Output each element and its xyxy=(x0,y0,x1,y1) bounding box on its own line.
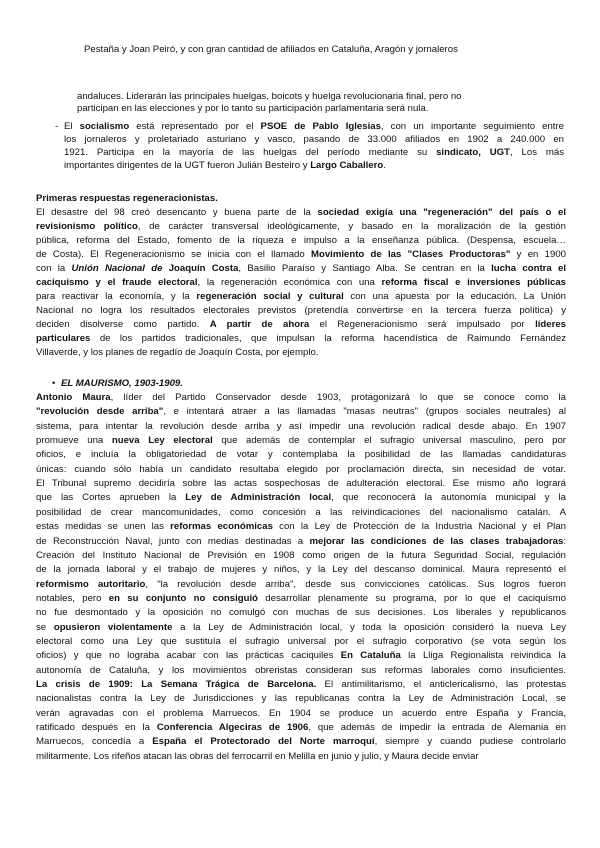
maurismo-line-segment: reformismo autoritario xyxy=(36,578,146,590)
maurismo-line-1 xyxy=(36,392,566,404)
socialismo-line-2: los jornaleros y proletariado asturiano y vasco, pasando de 33.000 afiliados en 1902 a 240.000 en xyxy=(64,134,564,145)
maurismo-line-segment: electoral como una Ley que sustituía el sufragio universal por el sufragio corporativo (se vota según los xyxy=(36,635,566,647)
socialismo-line-1: El socialismo está representado por el PSOE de Pablo Iglesias, con un importante seguimiento entre xyxy=(64,121,565,132)
maurismo-line-segment: opusieron violentamente xyxy=(53,621,173,633)
maurismo-line-segment: que las Cortes aprueben la xyxy=(36,492,186,504)
maurismo-line-segment: España el Protectorado del Norte marroquí xyxy=(152,736,375,748)
regen-line-9: deciden disolverse como partido. A partir de ahora el Regeneracionismo será impulsado por líderes xyxy=(36,319,566,330)
maurismo-line-segment: de Reconstrucción Naval, junto con medias destinadas a xyxy=(36,535,310,547)
maurismo-line-24 xyxy=(36,722,566,734)
maurismo-line-segment: posibilidad de crear mancomunidades, como concesión a las reivindicaciones del nacionalismo catalán. A xyxy=(36,506,566,518)
maurismo-line-segment: militarmente. Los rifeños atacan las obras del ferrocarril en Melilla en junio y julio, y Maura decide enviar xyxy=(36,750,479,762)
regen-line-6: caciquismo y el fraude electoral, la regeneración económica con una reforma fiscal e inversiones públicas xyxy=(36,277,566,288)
maurismo-line-segment: sistema, para intentar la revolución desde arriba y así impedir una revolución radical desde abajo. En 1907 xyxy=(36,420,566,432)
maurismo-line-segment: reformas económicas xyxy=(170,521,273,533)
maurismo-line-20 xyxy=(36,665,566,677)
maurismo-line-segment: oficios, e incluía la obligatoriedad de votar y contemplaba la posibilidad de las llamadas candidaturas xyxy=(36,449,566,461)
maurismo-line-segment: : xyxy=(563,535,566,547)
top-line: Pestaña y Joan Peiró, y con gran cantidad de afiliados en Cataluña, Aragón y jornaleros xyxy=(84,44,458,55)
maurismo-line-segment: nueva Ley electoral xyxy=(111,435,213,447)
maurismo-line-segment: verán agravadas con el problema Marruecos. En 1904 se produce un acuerdo entre España y Francia, xyxy=(36,707,566,719)
regen-line-5: con la Unión Nacional de Joaquín Costa, Basilio Paraíso y Santiago Alba. Se centran en la lucha contra el xyxy=(36,263,566,274)
regen-line-11: Villaverde, y los planes de regadío de Joaquín Costa, por ejemplo. xyxy=(36,347,319,358)
maurismo-line-segment: nacionalistas contra la Ley de Jurisdicciones y las republicanas contra la Ley de Administración Local, se xyxy=(36,693,566,705)
maurismo-line-12 xyxy=(36,550,566,562)
maurismo-line-segment: Creación del Instituto Nacional de Previsión en 1908 como origen de la futura Seguridad Social, regulación xyxy=(36,549,566,561)
maurismo-line-segment: de la jornada laboral y el trabajo de mujeres y niños, y la Ley del descanso dominical. Maura representó el xyxy=(36,564,566,576)
maurismo-line-17 xyxy=(36,622,566,634)
maurismo-line-segment: promueve una xyxy=(36,435,112,447)
regen-line-1: El desastre del 98 creó desencanto y buena parte de la sociedad exigía una "regeneración" del país o el xyxy=(36,207,566,218)
maurismo-line-segment: , e intentará atraer a las llamadas "masas neutras" (grupos sociales neutrales) al xyxy=(163,406,566,418)
maurismo-line-25 xyxy=(36,736,566,748)
maurismo-line-segment: Conferencia Algeciras de 1906 xyxy=(156,722,309,734)
maurismo-heading-bullet: • xyxy=(52,378,56,389)
maurismo-line-2 xyxy=(36,406,566,418)
socialismo-line-3: 1921. Participa en la mayoría de las huelgas del período mediante su sindicato, UGT, Los más xyxy=(64,147,565,158)
maurismo-line-segment: , que reconocerá la autonomía municipal y la xyxy=(331,492,566,504)
maurismo-line-14 xyxy=(36,579,566,591)
maurismo-line-19 xyxy=(36,650,566,662)
maurismo-line-segment: autonomía de Cataluña, y los movimientos obreristas consideran sus reformas laborales como insuficientes. xyxy=(36,664,566,676)
maurismo-line-segment: Antonio Maura xyxy=(36,392,111,403)
maurismo-line-11 xyxy=(36,536,566,548)
maurismo-line-segment: con la Ley de Protección de la Industria Nacional y el Plan xyxy=(272,521,566,533)
maurismo-line-segment: ratificado después en la xyxy=(36,722,157,734)
anarch-line-2: participan en las elecciones y por lo tanto su participación parlamentaria será nula. xyxy=(77,103,429,114)
maurismo-line-3 xyxy=(36,421,566,433)
maurismo-line-segment: notables, pero xyxy=(36,592,109,604)
regen-heading: Primeras respuestas regeneracionistas. xyxy=(36,193,218,204)
maurismo-line-5 xyxy=(36,449,566,461)
socialismo-line-4: importantes dirigentes de la UGT fueron Julián Besteiro y Largo Caballero. xyxy=(64,160,386,171)
maurismo-line-21 xyxy=(36,679,566,691)
maurismo-line-13 xyxy=(36,564,566,576)
maurismo-line-segment: , que además de impedir la entrada de Alemania en xyxy=(308,722,566,734)
maurismo-line-segment: únicas: cuando sólo había un candidato resultaba elegido por proclamación directa, sin necesidad de votar. xyxy=(36,463,566,475)
maurismo-line-6 xyxy=(36,464,566,476)
maurismo-heading: EL MAURISMO, 1903-1909. xyxy=(61,378,183,389)
maurismo-line-4 xyxy=(36,435,566,447)
maurismo-line-segment: a la Ley de Administración local, y toda la oposición consideró la nueva Ley xyxy=(172,621,566,633)
maurismo-line-23 xyxy=(36,708,566,720)
maurismo-line-segment: "revolución desde arriba" xyxy=(36,406,164,418)
maurismo-line-segment: Ley de Administración local xyxy=(185,492,332,504)
maurismo-line-segment: se xyxy=(36,621,54,633)
anarch-line-1: andaluces. Liderarán las principales huelgas, boicots y huelga revolucionaria final, pero no xyxy=(77,91,462,102)
maurismo-line-segment: no fue desmontado y la oposición no comulgó con muchas de sus decisiones. Los liberales y republicanos xyxy=(36,607,566,619)
regen-line-2: revisionismo político, de carácter transversal ideológicamente, y basado en la moralización de la gestión xyxy=(36,221,566,232)
maurismo-line-16 xyxy=(36,607,566,619)
maurismo-line-26 xyxy=(36,751,566,763)
maurismo-line-segment: estas medidas se unen las xyxy=(36,521,171,533)
maurismo-line-segment: El antimilitarismo, el anticlericalismo, las protestas xyxy=(316,679,566,690)
maurismo-line-8 xyxy=(36,492,566,504)
maurismo-line-segment: La crisis de 1909: La Semana Trágica de Barcelona. xyxy=(36,679,317,690)
maurismo-line-7 xyxy=(36,478,566,490)
bullet-dash: - xyxy=(55,121,59,132)
maurismo-line-15 xyxy=(36,593,566,605)
regen-line-10: particulares de los partidos tradicionales, que impulsan la reforma hacendística de Raimundo Fernández xyxy=(36,333,566,344)
maurismo-line-18 xyxy=(36,636,566,648)
maurismo-line-segment: , líder del Partido Conservador desde 1903, protagonizará lo que se conoce como la xyxy=(110,392,567,403)
maurismo-line-segment: que además de contemplar el sufragio universal masculino, pero por xyxy=(212,435,566,447)
maurismo-line-segment: , siempre y cuando pudiese controlarlo xyxy=(374,736,566,748)
maurismo-line-10 xyxy=(36,521,566,533)
maurismo-line-segment: En Cataluña xyxy=(340,650,401,662)
maurismo-line-9 xyxy=(36,507,566,519)
maurismo-line-segment: la Lliga Regionalista reivindica la xyxy=(400,650,566,662)
maurismo-line-segment: mejorar las condiciones de las clases trabajadoras xyxy=(309,535,564,547)
maurismo-line-segment: desarrollar plenamente su programa, por lo que el caciquismo xyxy=(257,592,566,604)
maurismo-line-22 xyxy=(36,693,566,705)
maurismo-line-segment: Marruecos, concedía a xyxy=(36,736,153,748)
regen-line-4: de Costa). El Regeneracionismo se inicia con el llamado Movimiento de las "Clases Productoras" y en 1900 xyxy=(36,249,566,260)
maurismo-line-segment: oficios) y que no lograba acabar con las prácticas caciquiles xyxy=(36,650,341,662)
maurismo-line-segment: , "la revolución desde arriba", desde sus convicciones católicas. Sus logros fueron xyxy=(145,578,566,590)
maurismo-line-segment: en su conjunto no consiguió xyxy=(108,592,258,604)
maurismo-line-segment: El Tribunal supremo decidiría sobre las actas sospechosas de adulteración electoral. Ese mismo año logrará xyxy=(36,478,566,490)
regen-line-3: pública, reforma del Estado, fomento de la riqueza e impulso a la enseñanza pública. (Despensa, escuela… xyxy=(36,235,566,246)
regen-line-7: para reactivar la economía, y la regeneración social y cultural con una apuesta por la educación. La Unión xyxy=(36,291,567,302)
regen-line-8: Nacional no logra los resultados electorales previstos (pretendía convertirse en la tercera fuerza política) y xyxy=(36,305,566,316)
